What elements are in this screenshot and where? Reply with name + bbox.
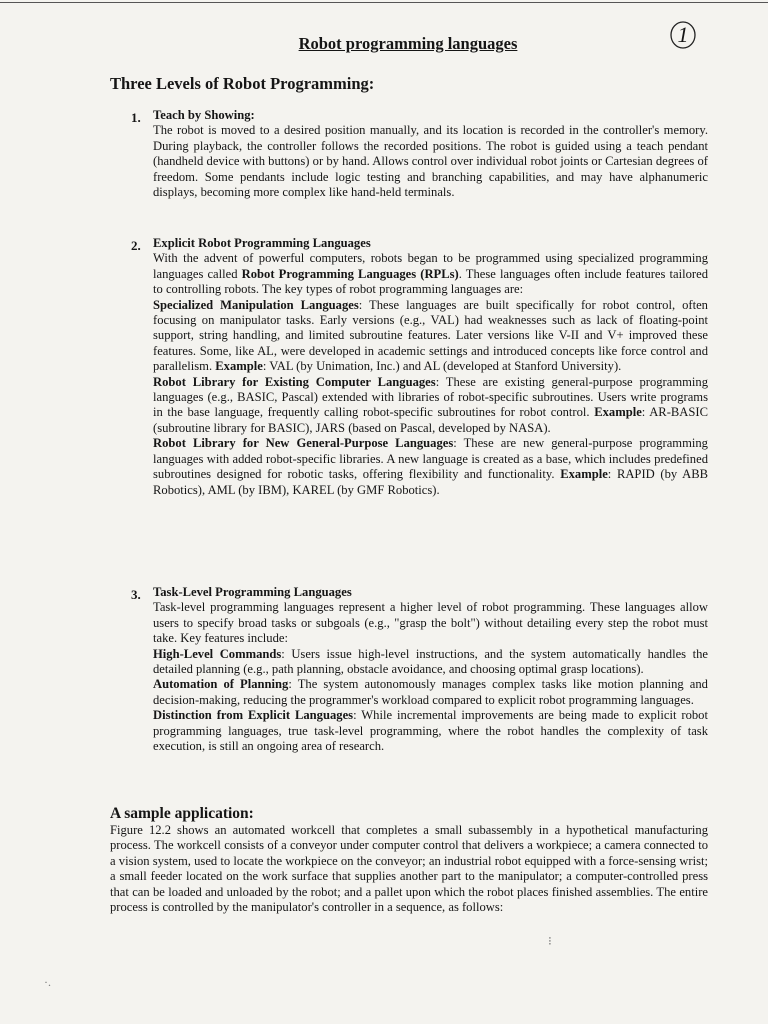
item-text: : Users issue high-level instructions, and the system automatically handles the detailed planning (e.g., path planning, obstacle avoidance, and choosing optimal grasp locations).: [153, 646, 708, 677]
item-text: : These are existing general-purpose programming languages (e.g., BASIC, Pascal) extended with libraries of robot-specific subroutines. Users write programs in the base language, frequently calling robot-specific subroutines for robot control.: [153, 374, 709, 420]
sample-text: Figure 12.2 shows an automated workcell that completes a small subassembly in a hypothetical manufacturing process. The workcell consists of a conveyor under computer control that delivers a workpiece; a camera connected to a vision system, used to locate the workpiece on the conveyor; an industrial robot equipped with a force-sensing wrist; a small feeder located on the work surface that supplies another part to the manipulator; a computer-controlled press that can be loaded and unloaded by the robot; and a pallet upon which the robot places finished assemblies. The entire process is controlled by the manipulator's controller in a sequence, as follows:: [110, 823, 708, 915]
section-2-title: Explicit Robot Programming Languages: [153, 236, 371, 250]
section-3-item-3: [153, 708, 708, 754]
section-3-intro: Task-level programming languages represent a higher level of robot programming. These languages allow users to specify broad tasks or subgoals (e.g., "grasp the bolt") without detailing every step the robot must take. Key features include:: [153, 600, 708, 646]
item-lead: Robot Library for Existing Computer Languages: [153, 374, 436, 389]
section-3: [153, 585, 708, 754]
item-lead: Robot Library for New General-Purpose Languages: [153, 436, 454, 451]
section-2-item-3: [153, 436, 708, 498]
scan-mark: ⁝: [548, 934, 552, 948]
section-1-text: The robot is moved to a desired position manually, and its location is recorded in the controller's memory. During playback, the controller follows the recorded positions. The robot is guided using a teach pendant (handheld device with buttons) or by hand. Allows control over individual robot joints or Cartesian degrees of freedom. Some pendants include logic testing and branching capabilities, and may have alphanumeric displays, becoming more complex like hand-held terminals.: [153, 123, 708, 200]
section-2-intro-b: . These languages often include features tailored to controlling robots. The key types of robot programming languages are:: [153, 266, 708, 297]
section-2-number: 2.: [131, 238, 141, 253]
scan-top-edge: [0, 2, 768, 3]
page-title: Robot programming languages: [298, 34, 518, 53]
item-example-label: Example: [560, 467, 608, 482]
item-lead: High-Level Commands: [153, 646, 282, 661]
item-text: : While incremental improvements are being made to explicit robot programming languages, true task-level programming, where the robot handles the complexity of task execution, is still an ongoing area of research.: [153, 708, 708, 754]
section-3-title: Task-Level Programming Languages: [153, 585, 352, 599]
section-2: [153, 236, 708, 498]
section-2-intro-a: With the advent of powerful computers, robots began to be programmed using specialized programming languages called: [153, 251, 708, 281]
sample-heading: A sample application:: [110, 805, 254, 822]
section-1-title: Teach by Showing:: [153, 108, 255, 122]
section-2-intro: [153, 251, 708, 297]
section-1-number: 1.: [131, 110, 141, 125]
section-2-intro-bold: Robot Programming Languages (RPLs): [241, 266, 459, 281]
item-example-label: Example: [594, 405, 642, 420]
section-3-item-1: [153, 647, 708, 678]
item-example-label: Example: [215, 359, 263, 374]
scan-mark: ·.: [44, 975, 51, 989]
main-heading: Three Levels of Robot Programming:: [110, 74, 375, 93]
item-text: : The system autonomously manages complex tasks like motion planning and decision-making, reducing the programmer's workload compared to explicit robot programming languages.: [153, 677, 708, 707]
item-lead: Automation of Planning: [153, 677, 289, 692]
section-1: [153, 108, 708, 200]
item-example: : VAL (by Unimation, Inc.) and AL (developed at Stanford University).: [262, 359, 622, 374]
page-number-text: 1: [677, 22, 689, 47]
section-2-item-2: [153, 375, 708, 437]
item-lead: Distinction from Explicit Languages: [153, 708, 354, 723]
section-3-number: 3.: [131, 587, 141, 602]
section-2-item-1: [153, 298, 708, 375]
item-lead: Specialized Manipulation Languages: [153, 297, 359, 312]
item-text: : These languages are built specifically for robot control, often focusing on manipulator tasks. Early versions (e.g., VAL) had weaknesses such as lack of floating-point support, string handling, and limited subroutine features. Later versions like V-II and V+ improved these features. Some, like AL, were developed in academic settings and introduced concepts like force control and parallelism.: [153, 297, 708, 374]
item-example: : AR-BASIC (subroutine library for BASIC), JARS (based on Pascal, developed by NASA).: [153, 405, 708, 435]
item-example: : RAPID (by ABB Robotics), AML (by IBM), KAREL (by GMF Robotics).: [153, 467, 709, 497]
item-text: : These are new general-purpose programming languages with added robot-specific libraries. A new language is created as a base, which includes predefined subroutines designed for robotic tasks, offering flexibility and functionality.: [153, 436, 708, 482]
section-3-item-2: [153, 677, 708, 708]
